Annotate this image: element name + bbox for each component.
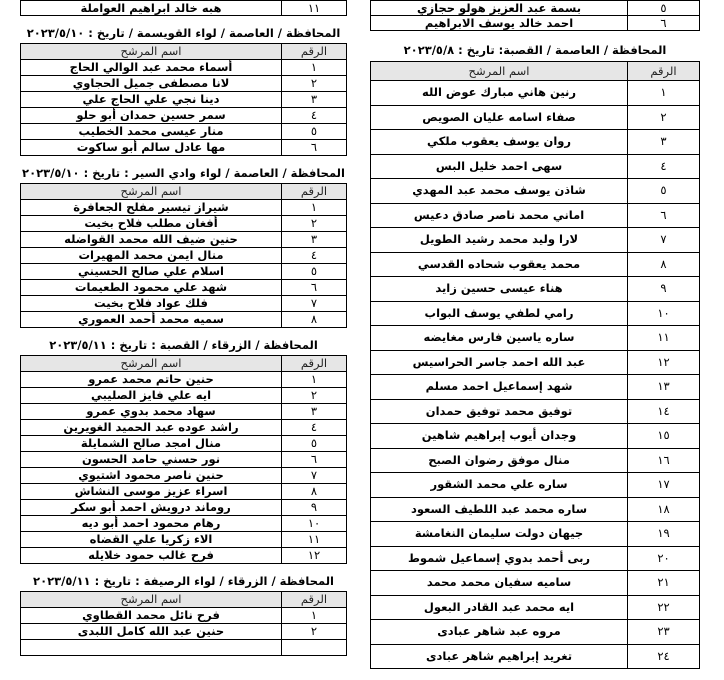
candidate-number: ٧ — [628, 228, 700, 253]
table-row — [371, 277, 700, 302]
candidate-table — [370, 61, 700, 669]
candidate-number: ٧ — [282, 296, 347, 312]
candidate-number: ٢٤ — [628, 644, 700, 669]
section-heading: المحافظة / العاصمة / القصبة: تاريخ : ٢٠٢٣/٥/٨ — [403, 43, 667, 57]
candidate-number: ١٨ — [628, 497, 700, 522]
table-row — [371, 522, 700, 547]
table-row — [371, 252, 700, 277]
candidate-number: ٤ — [282, 248, 347, 264]
table-row — [21, 200, 347, 216]
left-column — [20, 0, 347, 656]
candidate-number: ٥ — [628, 1, 700, 16]
candidate-number: ٦ — [628, 203, 700, 228]
candidate-name: ساره محمد عبد اللطيف السعود — [371, 497, 628, 522]
candidate-number: ٢١ — [628, 571, 700, 596]
candidate-number: ٢ — [282, 624, 347, 640]
candidate-name: شيراز تيسير مفلح الجعافرة — [21, 200, 282, 216]
candidate-number: ١٢ — [628, 350, 700, 375]
candidate-name: سهى احمد خليل البس — [371, 154, 628, 179]
table-row — [21, 516, 347, 532]
table-row — [371, 473, 700, 498]
table-row — [371, 399, 700, 424]
candidate-table — [20, 0, 347, 16]
candidate-name: ايه محمد عبد القادر البعول — [371, 595, 628, 620]
candidate-number: ١٦ — [628, 448, 700, 473]
candidate-number: ٦ — [628, 16, 700, 31]
table-row — [21, 404, 347, 420]
table-row — [21, 452, 347, 468]
table-row — [371, 326, 700, 351]
table-row — [21, 372, 347, 388]
table-row — [371, 644, 700, 669]
candidate-number: ٤ — [282, 108, 347, 124]
candidate-name: لانا مصطفى جميل الحجاوي — [21, 76, 282, 92]
table-row — [21, 264, 347, 280]
table-row — [371, 350, 700, 375]
candidate-name: فرح نائل محمد القطاوي — [21, 608, 282, 624]
candidate-name: وجدان أيوب إبراهيم شاهين — [371, 424, 628, 449]
candidate-name: ساره علي محمد الشقور — [371, 473, 628, 498]
candidate-name: روان يوسف يعقوب ملكي — [371, 130, 628, 155]
candidate-number: ١٥ — [628, 424, 700, 449]
candidate-number: ١١ — [282, 1, 347, 16]
candidate-name: روماند درويش احمد أبو سكر — [21, 500, 282, 516]
candidate-name: شاذن يوسف محمد عبد المهدي — [371, 179, 628, 204]
candidate-name: مها عادل سالم أبو ساكوت — [21, 140, 282, 156]
table-row — [21, 232, 347, 248]
candidate-name: رامي لطفي يوسف البواب — [371, 301, 628, 326]
candidate-number: ٤ — [282, 420, 347, 436]
table-row — [21, 216, 347, 232]
column-header-name: اسم المرشح — [21, 44, 282, 60]
candidate-name: توفيق محمد توفيق حمدان — [371, 399, 628, 424]
table-row — [21, 280, 347, 296]
candidate-number: ٦ — [282, 280, 347, 296]
candidate-number: ٢٢ — [628, 595, 700, 620]
table-row — [21, 532, 347, 548]
candidate-name: عبد الله احمد جاسر الحراسيس — [371, 350, 628, 375]
table-row — [21, 1, 347, 16]
table-row — [371, 497, 700, 522]
table-row — [371, 130, 700, 155]
candidate-number: ٢ — [628, 105, 700, 130]
candidate-name: تغريد إبراهيم شاهر عبادى — [371, 644, 628, 669]
candidate-number: ٣ — [282, 404, 347, 420]
candidate-number: ١٠ — [282, 516, 347, 532]
candidate-number: ٥ — [282, 264, 347, 280]
candidate-name: احمد خالد يوسف الابراهيم — [371, 16, 628, 31]
table-row — [371, 203, 700, 228]
candidate-name: أسماء محمد عبد الوالي الحاج — [21, 60, 282, 76]
candidate-table — [20, 43, 347, 156]
table-row — [21, 624, 347, 640]
candidate-name: أفغان مطلب فلاح بخيت — [21, 216, 282, 232]
table-row — [371, 179, 700, 204]
candidate-name: مروه عبد شاهر عبادى — [371, 620, 628, 645]
candidate-name: سهاد محمد بدوي عمرو — [21, 404, 282, 420]
candidate-number: ٣ — [282, 232, 347, 248]
table-row — [21, 608, 347, 624]
candidate-table — [20, 355, 347, 564]
candidate-name: راشد عوده عبد الحميد الغويرين — [21, 420, 282, 436]
table-row — [21, 108, 347, 124]
table-row — [21, 312, 347, 328]
candidate-number — [282, 640, 347, 656]
table-row — [21, 484, 347, 500]
table-header-row — [371, 62, 700, 81]
candidate-name: فلك عواد فلاح بخيت — [21, 296, 282, 312]
table-row — [371, 448, 700, 473]
candidate-number: ١٧ — [628, 473, 700, 498]
table-row — [371, 301, 700, 326]
candidate-number: ٢ — [282, 388, 347, 404]
table-row — [21, 92, 347, 108]
table-row — [21, 436, 347, 452]
table-row — [371, 16, 700, 31]
table-row — [371, 595, 700, 620]
section-heading: المحافظة / العاصمة / لواء القويسمة / تاريخ : ٢٠٢٣/٥/١٠ — [26, 26, 341, 40]
candidate-number: ٦ — [282, 452, 347, 468]
candidate-number: ١١ — [282, 532, 347, 548]
table-row — [371, 571, 700, 596]
candidate-number: ٨ — [628, 252, 700, 277]
candidate-number: ٩ — [628, 277, 700, 302]
table-header-row — [21, 44, 347, 60]
table-row — [371, 546, 700, 571]
candidate-number: ٢٠ — [628, 546, 700, 571]
candidate-name: شهد إسماعيل احمد مسلم — [371, 375, 628, 400]
candidate-name: رهام محمود احمد أبو ديه — [21, 516, 282, 532]
candidate-name: صفاء اسامه عليان الصويص — [371, 105, 628, 130]
table-row — [371, 375, 700, 400]
candidate-name: دينا نجي علي الحاج علي — [21, 92, 282, 108]
candidate-number: ٣ — [628, 130, 700, 155]
candidate-number: ٢٣ — [628, 620, 700, 645]
table-row — [21, 420, 347, 436]
candidate-name: سميه محمد أحمد العموري — [21, 312, 282, 328]
candidate-number: ١ — [282, 60, 347, 76]
table-row — [21, 388, 347, 404]
table-row — [21, 548, 347, 564]
candidate-name: شهد علي محمود الطعيمات — [21, 280, 282, 296]
candidate-number: ٧ — [282, 468, 347, 484]
table-header-row — [21, 356, 347, 372]
candidate-name: بسمة عبد العزيز هولو حجازي — [371, 1, 628, 16]
table-header-row — [21, 592, 347, 608]
candidate-number: ١٠ — [628, 301, 700, 326]
table-header-row — [21, 184, 347, 200]
section-heading: المحافظة / الزرقاء / لواء الرصيفة : تاريخ : ٢٠٢٣/٥/١١ — [33, 574, 334, 588]
candidate-name: حنين حاتم محمد عمرو — [21, 372, 282, 388]
table-row — [21, 140, 347, 156]
candidate-name: جيهان دولت سليمان النغامشة — [371, 522, 628, 547]
column-header-number: الرقم — [282, 44, 347, 60]
table-row — [371, 81, 700, 106]
candidate-name: حنين عبد الله كامل اللبدى — [21, 624, 282, 640]
section-heading: المحافظة / العاصمة / لواء وادي السير : تاريخ : ٢٠٢٣/٥/١٠ — [22, 166, 345, 180]
candidate-number: ٢ — [282, 76, 347, 92]
candidate-number: ٨ — [282, 484, 347, 500]
candidate-name: سمر حسين حمدان أبو حلو — [21, 108, 282, 124]
candidate-number: ٩ — [282, 500, 347, 516]
column-header-number: الرقم — [282, 184, 347, 200]
candidate-name: فرح غالب حمود خلايله — [21, 548, 282, 564]
column-header-name: اسم المرشح — [21, 592, 282, 608]
candidate-number: ١ — [282, 372, 347, 388]
candidate-name: ساميه سفيان محمد محمد — [371, 571, 628, 596]
candidate-name: منار عيسى محمد الخطيب — [21, 124, 282, 140]
candidate-name: ربى أحمد بدوي إسماعيل شموط — [371, 546, 628, 571]
candidate-table — [20, 591, 347, 656]
candidate-name — [21, 640, 282, 656]
candidate-number: ٢ — [282, 216, 347, 232]
candidate-name: منال ايمن محمد المهيرات — [21, 248, 282, 264]
candidate-number: ١ — [282, 200, 347, 216]
candidate-number: ٨ — [282, 312, 347, 328]
table-row — [21, 60, 347, 76]
candidate-number: ٥ — [282, 124, 347, 140]
candidate-number: ٥ — [628, 179, 700, 204]
candidate-number: ١٢ — [282, 548, 347, 564]
column-header-number: الرقم — [628, 62, 700, 81]
column-header-number: الرقم — [282, 356, 347, 372]
table-row — [371, 620, 700, 645]
table-row — [371, 1, 700, 16]
candidate-name: نور حسني حامد الحسون — [21, 452, 282, 468]
column-header-number: الرقم — [282, 592, 347, 608]
candidate-name: ساره ياسين فارس مغايضه — [371, 326, 628, 351]
candidate-name: رنين هاني مبارك عوض الله — [371, 81, 628, 106]
table-row — [21, 640, 347, 656]
candidate-number: ١١ — [628, 326, 700, 351]
candidate-number: ٥ — [282, 436, 347, 452]
table-row — [21, 296, 347, 312]
table-row — [21, 248, 347, 264]
candidate-number: ١ — [628, 81, 700, 106]
candidate-name: اسلام علي صالح الحسيني — [21, 264, 282, 280]
candidate-name: هناء عيسى حسين زايد — [371, 277, 628, 302]
candidate-number: ١٤ — [628, 399, 700, 424]
candidate-number: ٦ — [282, 140, 347, 156]
candidate-name: هبه خالد ابراهيم العواملة — [21, 1, 282, 16]
column-header-name: اسم المرشح — [21, 356, 282, 372]
table-row — [371, 424, 700, 449]
table-row — [21, 76, 347, 92]
table-row — [371, 228, 700, 253]
candidate-name: حنين ضيف الله محمد القواضله — [21, 232, 282, 248]
candidate-number: ١٣ — [628, 375, 700, 400]
table-row — [21, 124, 347, 140]
candidate-name: حنين ناصر محمود اشتيوي — [21, 468, 282, 484]
candidate-table — [20, 183, 347, 328]
candidate-name: اماني محمد ناصر صادق دعيس — [371, 203, 628, 228]
table-row — [371, 154, 700, 179]
candidate-name: منال امجد صالح الشمايلة — [21, 436, 282, 452]
candidate-name: الاء زكريا علي القضاه — [21, 532, 282, 548]
candidate-number: ٣ — [282, 92, 347, 108]
candidate-name: اسراء عزيز موسى النشاش — [21, 484, 282, 500]
section-heading: المحافظة / الزرقاء / القصبة : تاريخ : ٢٠٢٣/٥/١١ — [49, 338, 318, 352]
candidate-name: منال موفق رضوان الصبح — [371, 448, 628, 473]
right-column — [370, 0, 700, 669]
candidate-number: ١ — [282, 608, 347, 624]
table-row — [371, 105, 700, 130]
column-header-name: اسم المرشح — [21, 184, 282, 200]
candidate-table — [370, 0, 700, 31]
table-row — [21, 468, 347, 484]
table-row — [21, 500, 347, 516]
candidate-name: ايه علي فايز الصليبي — [21, 388, 282, 404]
candidate-number: ١٩ — [628, 522, 700, 547]
column-header-name: اسم المرشح — [371, 62, 628, 81]
candidate-name: لارا وليد محمد رشيد الطويل — [371, 228, 628, 253]
candidate-number: ٤ — [628, 154, 700, 179]
candidate-name: محمد يعقوب شحاده القدسي — [371, 252, 628, 277]
